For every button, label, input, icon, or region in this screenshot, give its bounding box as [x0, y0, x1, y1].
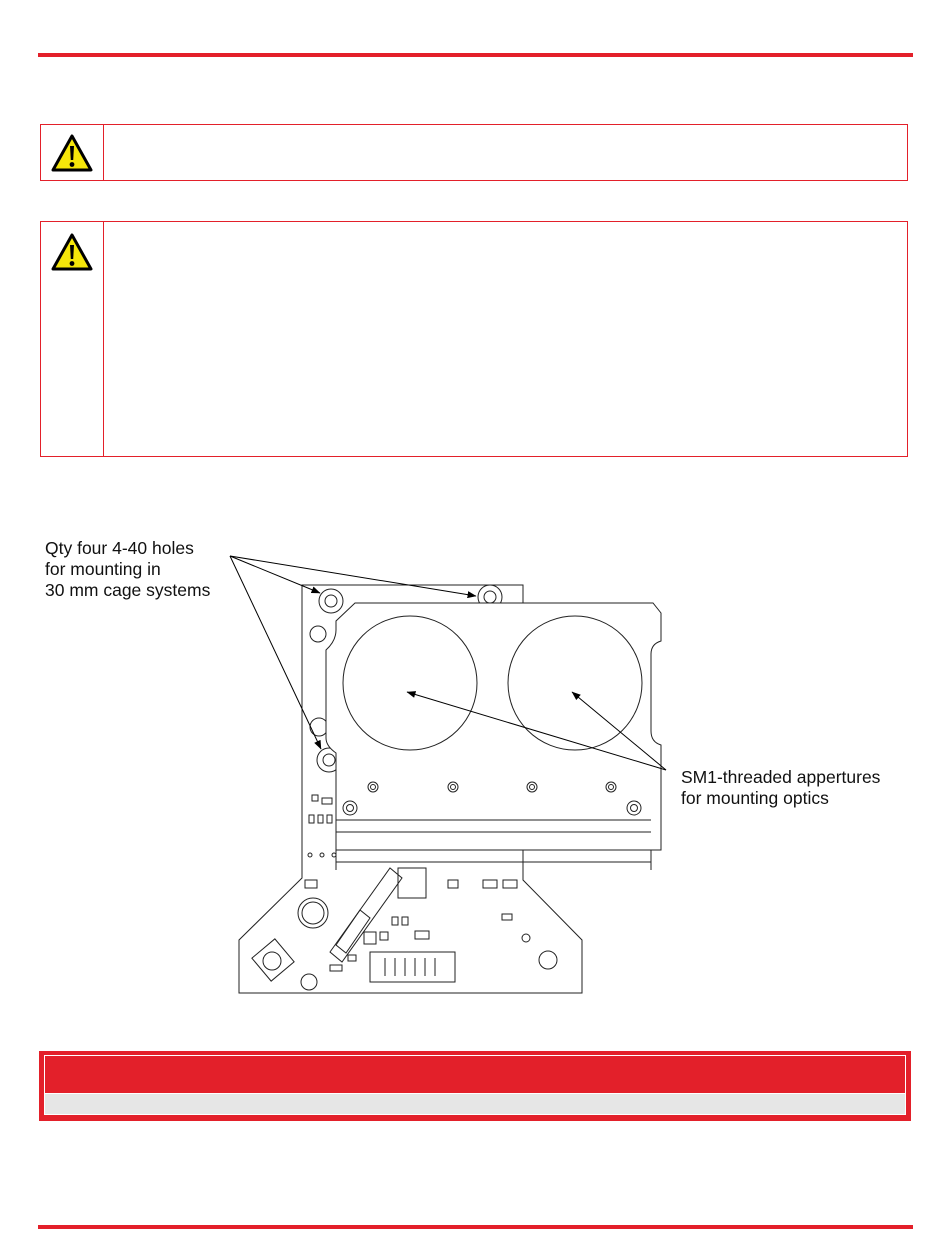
optics-plate — [326, 603, 661, 850]
bottom-rule — [38, 1225, 913, 1229]
apertures-callout-line-2: for mounting optics — [681, 788, 829, 808]
holes-callout-line-3: 30 mm cage systems — [45, 580, 211, 600]
spec-table-frame — [44, 1055, 906, 1115]
holes-callout-line-2: for mounting in — [45, 559, 161, 579]
spec-table-row — [45, 1093, 905, 1114]
holes-callout-line-1: Qty four 4-40 holes — [45, 538, 194, 558]
apertures-callout-line-1: SM1-threaded appertures — [681, 767, 881, 787]
spec-table — [39, 1051, 911, 1121]
